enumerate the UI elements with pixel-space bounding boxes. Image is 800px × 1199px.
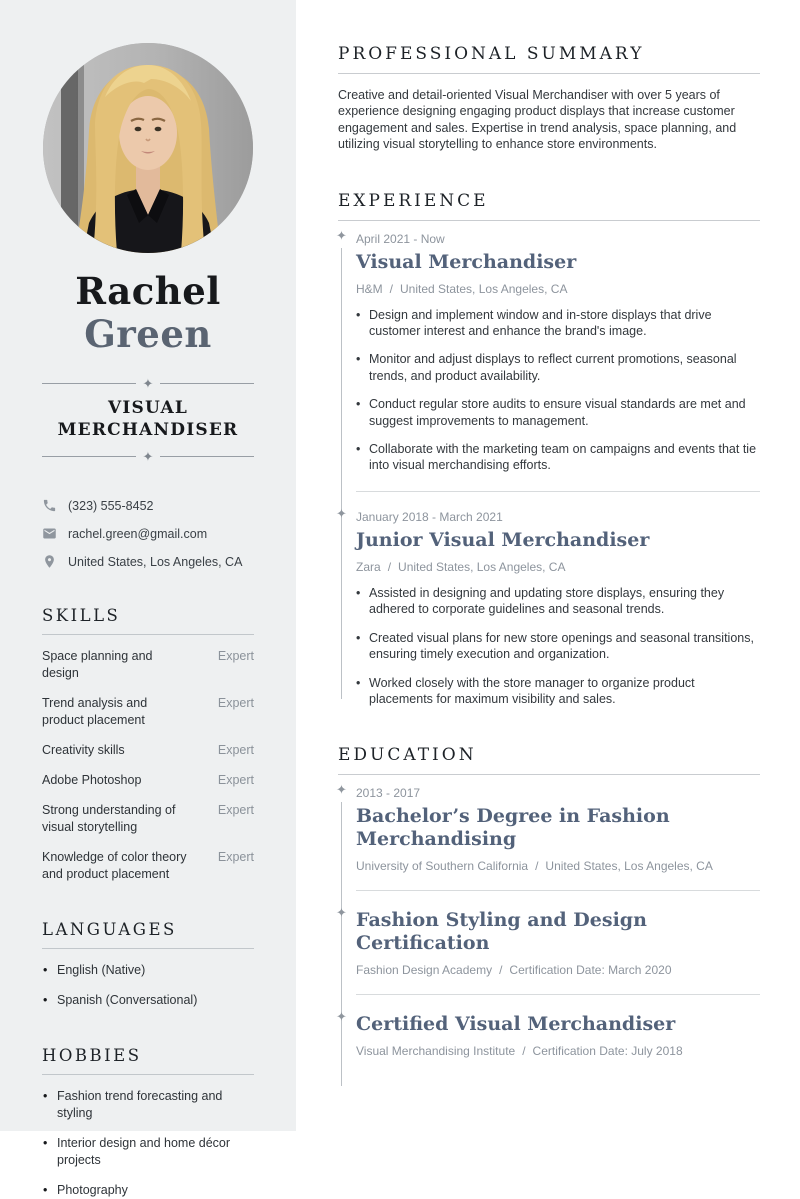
portrait-illustration — [43, 43, 253, 253]
skill-level: Expert — [217, 803, 254, 817]
meta-separator: / — [387, 559, 392, 574]
entry-divider — [356, 994, 760, 995]
location-value: United States, Los Angeles, CA — [68, 554, 243, 569]
meta-separator: / — [389, 281, 394, 296]
contact-block — [42, 498, 254, 569]
summary-text: Creative and detail-oriented Visual Merchandiser with over 5 years of experience designing engaging product displays that increase customer engagement and sales. Expertise in trend analysis, space planning, and utilizing visual storytelling to enhance store environments. — [338, 88, 737, 152]
education-timeline — [336, 782, 760, 1086]
contact-phone — [42, 498, 254, 513]
entry-title: Bachelor’s Degree in Fashion Merchandising — [356, 805, 670, 851]
experience-bullet: • Conduct regular store audits to ensure visual standards are met and suggest improvements to management. — [356, 396, 760, 429]
profile-photo — [43, 43, 253, 253]
phone-value: (323) 555-8452 — [68, 498, 154, 513]
experience-bullet: • Design and implement window and in-store displays that drive customer interest and enhance the brand's image. — [356, 307, 760, 340]
skill-row — [42, 695, 254, 729]
section-rule — [42, 1074, 254, 1075]
entry-meta — [356, 963, 760, 977]
experience-bullet: • Worked closely with the store manager to organize product placements for maximum visibility and sales. — [356, 675, 760, 708]
hobby-item: • Interior design and home décor projects — [42, 1135, 242, 1169]
entry-org: Visual Merchandising Institute — [356, 1044, 516, 1059]
skill-label: Creativity skills — [42, 743, 125, 757]
education-entry — [336, 905, 760, 978]
email-value: rachel.green@gmail.com — [68, 526, 208, 541]
section-rule — [338, 220, 760, 221]
education-section — [338, 745, 760, 1086]
summary-heading: PROFESSIONAL SUMMARY — [338, 44, 645, 64]
skill-row — [42, 742, 254, 759]
sparkle-icon: ✦ — [336, 1009, 347, 1025]
entry-meta — [356, 1044, 760, 1058]
experience-bullet: • Assisted in designing and updating store displays, ensuring they adhered to corporate guidelines and seasonal trends. — [356, 585, 760, 618]
entry-title: Fashion Styling and Design Certification — [356, 909, 647, 955]
experience-entry — [336, 227, 760, 474]
entry-title: Junior Visual Merchandiser — [356, 528, 650, 551]
experience-bullet: • Collaborate with the marketing team on campaigns and events that tie into visual merchandising efforts. — [356, 441, 760, 474]
entry-detail: United States, Los Angeles, CA — [545, 859, 713, 874]
skills-section — [42, 606, 254, 883]
meta-separator: / — [535, 859, 539, 874]
summary-section — [338, 44, 760, 153]
education-heading: EDUCATION — [338, 745, 477, 766]
experience-section — [338, 191, 760, 708]
skill-row — [42, 802, 254, 836]
sparkle-icon: ✦ — [336, 782, 347, 798]
skill-level: Expert — [217, 850, 254, 864]
skill-label: Adobe Photoshop — [42, 773, 142, 787]
skill-label: Space planning and design — [42, 649, 153, 680]
skill-row — [42, 648, 254, 682]
entry-meta — [356, 859, 760, 873]
section-rule — [338, 73, 760, 74]
entry-date: 2013 - 2017 — [356, 786, 421, 801]
languages-section — [42, 920, 254, 1009]
contact-email — [42, 526, 254, 541]
entry-org: Fashion Design Academy — [356, 963, 493, 978]
skill-row — [42, 772, 254, 789]
language-item: • English (Native) — [42, 962, 242, 979]
last-name: Green — [84, 312, 212, 356]
first-name: Rachel — [75, 269, 221, 313]
entry-divider — [356, 491, 760, 492]
timeline-line — [341, 802, 342, 1086]
experience-timeline — [336, 227, 760, 708]
meta-separator: / — [499, 963, 503, 978]
education-entry — [336, 1009, 760, 1059]
ornament-divider-top — [42, 377, 254, 390]
sparkle-icon: ✦ — [336, 905, 347, 921]
divider-line — [160, 456, 254, 457]
skill-level: Expert — [217, 773, 254, 787]
sparkle-icon: ✦ — [336, 505, 347, 521]
hobbies-section — [42, 1046, 254, 1199]
candidate-name — [42, 270, 254, 356]
divider-line — [42, 383, 136, 384]
divider-line — [42, 456, 136, 457]
main-column — [296, 0, 800, 1131]
experience-entry — [336, 505, 760, 707]
contact-location — [42, 554, 254, 569]
hobbies-heading: HOBBIES — [42, 1046, 142, 1065]
entry-divider — [356, 890, 760, 891]
entry-title: Visual Merchandiser — [356, 250, 577, 273]
sparkle-icon: ✦ — [336, 227, 347, 243]
experience-heading: EXPERIENCE — [338, 190, 489, 211]
hobby-item: • Photography — [42, 1182, 242, 1199]
skill-level: Expert — [217, 696, 254, 710]
entry-location: United States, Los Angeles, CA — [398, 559, 566, 574]
entry-meta — [356, 282, 760, 296]
divider-line — [160, 383, 254, 384]
phone-icon — [42, 498, 57, 513]
entry-date: January 2018 - March 2021 — [356, 509, 503, 524]
education-entry — [336, 782, 760, 874]
skill-level: Expert — [217, 649, 254, 663]
experience-bullet: • Monitor and adjust displays to reflect current promotions, seasonal trends, and product availability. — [356, 351, 760, 384]
languages-heading: LANGUAGES — [42, 920, 177, 939]
sparkle-icon: ✦ — [142, 449, 154, 464]
timeline-line — [341, 248, 342, 700]
section-rule — [42, 948, 254, 949]
skill-label: Strong understanding of visual storytelling — [42, 803, 176, 834]
entry-org: Zara — [356, 559, 381, 574]
skill-label: Trend analysis and product placement — [42, 696, 148, 727]
section-rule — [338, 774, 760, 775]
envelope-icon — [42, 526, 57, 541]
skill-label: Knowledge of color theory and product placement — [42, 850, 187, 881]
language-item: • Spanish (Conversational) — [42, 992, 242, 1009]
sidebar — [0, 0, 296, 1197]
skills-heading: SKILLS — [42, 606, 121, 625]
entry-title: Certified Visual Merchandiser — [356, 1013, 676, 1036]
meta-separator: / — [522, 1044, 526, 1059]
sparkle-icon: ✦ — [142, 376, 154, 391]
map-pin-icon — [42, 554, 57, 569]
entry-org: H&M — [356, 281, 383, 296]
ornament-divider-bottom — [42, 450, 254, 463]
entry-date: April 2021 - Now — [356, 231, 445, 246]
skill-row — [42, 849, 254, 883]
entry-meta — [356, 560, 760, 574]
entry-detail: Certification Date: March 2020 — [509, 963, 672, 978]
section-rule — [42, 634, 254, 635]
job-title: VISUAL MERCHANDISER — [57, 398, 239, 440]
hobby-item: • Fashion trend forecasting and styling — [42, 1088, 242, 1122]
entry-org: University of Southern California — [356, 859, 529, 874]
entry-location: United States, Los Angeles, CA — [400, 281, 568, 296]
experience-bullet: • Created visual plans for new store openings and seasonal transitions, ensuring timely execution and organization. — [356, 630, 760, 663]
entry-detail: Certification Date: July 2018 — [532, 1044, 683, 1059]
skill-level: Expert — [217, 743, 254, 757]
